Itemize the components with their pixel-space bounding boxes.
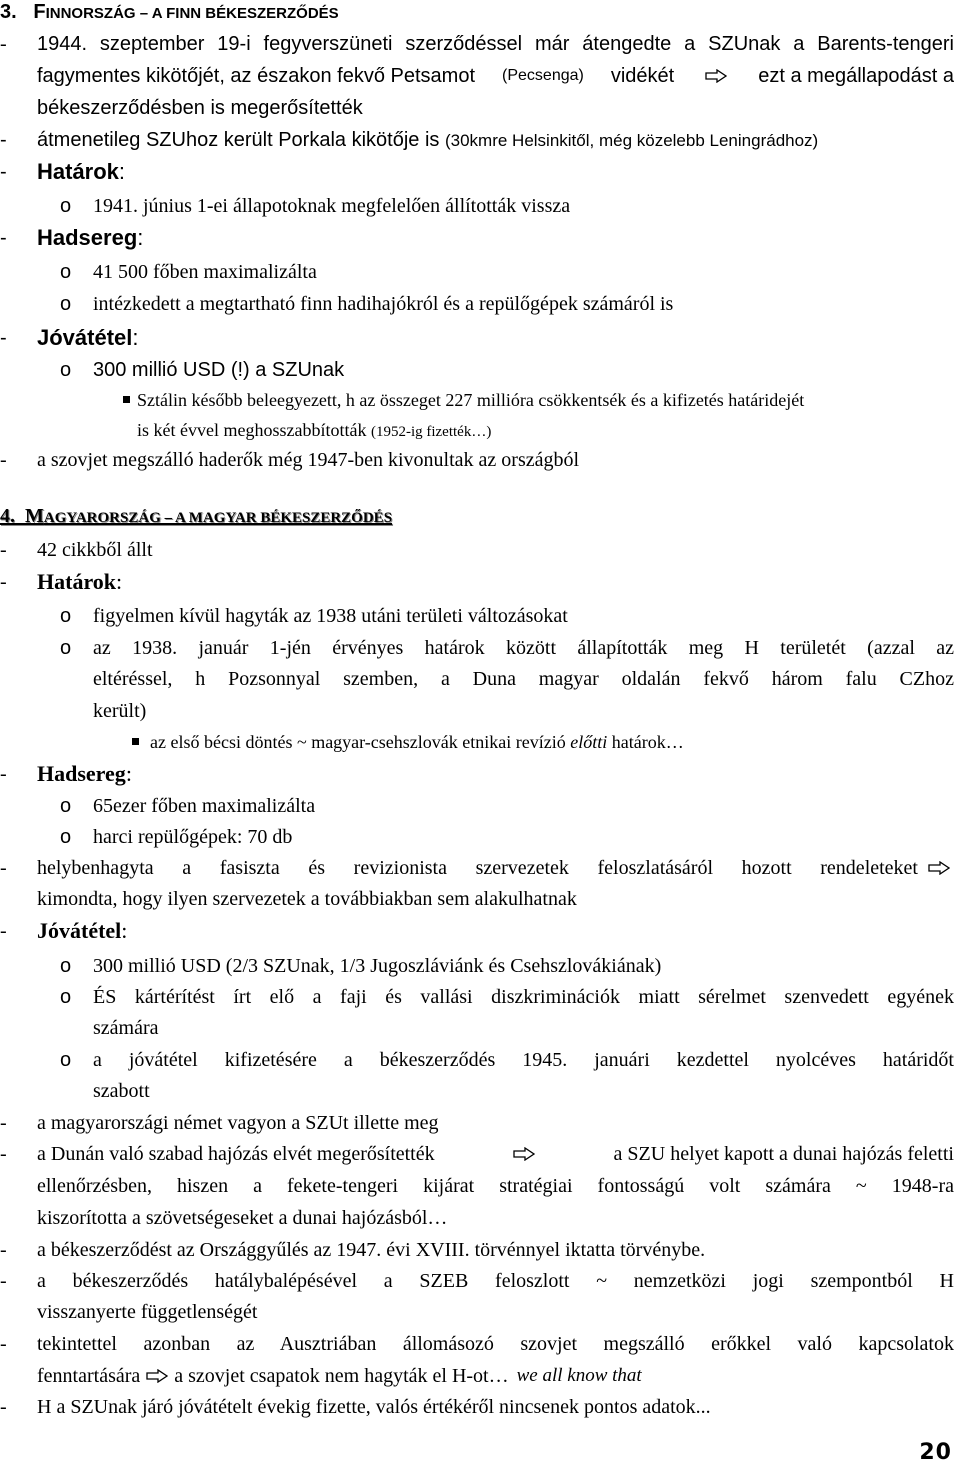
arrow-right-icon	[513, 1147, 535, 1161]
square-bullet-icon	[132, 738, 139, 745]
text: ÉS kártérítést írt elő a faji és vallási diszkriminációk miatt sérelmet szenvedett egyének	[93, 986, 954, 1008]
s3-line-2	[0, 60, 954, 92]
s3-last	[0, 444, 954, 476]
section-number: 4.	[0, 505, 15, 527]
text: 1941. június 1-ei állapotoknak megfelelően állították vissza	[93, 195, 571, 217]
heading-initial: M	[25, 505, 44, 527]
colon: :	[132, 325, 139, 350]
circle-bullet: o	[60, 955, 72, 977]
s3-hadsereg-item-1	[0, 256, 954, 288]
s4-nemet	[0, 1107, 954, 1139]
section-3-heading	[0, 0, 954, 28]
text: 1944. szeptember 19-i fegyverszüneti szerződéssel már átengedte a SZUnak a Barents-tengeri	[37, 33, 954, 55]
dash-marker: -	[0, 129, 7, 151]
s4-hadsereg-item-2	[0, 821, 954, 853]
text: került)	[93, 700, 147, 722]
s4-jovatetel-item-2	[0, 981, 954, 1013]
text: a szovjet csapatok nem hagyták el H-ot…	[174, 1365, 509, 1387]
text: helybenhagyta a fasiszta és revizionista szervezetek feloszlatásáról hozott rendeleteket	[37, 857, 918, 879]
text: az első bécsi döntés ~ magyar-csehszlovák etnikai revízió	[150, 732, 566, 752]
s4-jovatetel-item-2b	[0, 1012, 954, 1044]
s4-hatarok-sub	[0, 726, 954, 758]
s4-fasiszta-b	[0, 883, 954, 915]
s4-ausztria-b	[0, 1360, 954, 1392]
s3-jovatetel-sub-2	[0, 414, 954, 446]
dash-marker: -	[0, 227, 7, 249]
dash-marker: -	[0, 1239, 7, 1261]
page-number: 20	[919, 1440, 952, 1465]
text: vidékét	[610, 65, 675, 87]
text: tekintettel azonban az Ausztriában állomásozó szovjet megszálló erőkkel való kapcsolatok	[37, 1333, 954, 1355]
text: szabott	[93, 1080, 150, 1102]
dash-marker: -	[0, 1143, 7, 1165]
text: átmenetileg SZUhoz került Porkala kikötője is	[37, 129, 440, 151]
s4-hatarok-item-2b	[0, 663, 954, 695]
text: a békeszerződés hatálybalépésével a SZEB feloszlott ~ nemzetközi jogi szempontból H	[37, 1270, 954, 1292]
text: a SZU helyet kapott a dunai hajózás feletti	[613, 1143, 954, 1165]
s3-jovatetel-sub-1	[0, 384, 954, 416]
s4-ausztria	[0, 1328, 954, 1360]
text-small: (30kmre Helsinkitől, még közelebb Leningrádhoz)	[444, 131, 819, 150]
s4-hadsereg	[0, 758, 954, 790]
circle-bullet: o	[60, 826, 72, 848]
text: visszanyerte függetlenségét	[37, 1301, 258, 1323]
text: a Dunán való szabad hajózás elvét megerősítették	[37, 1143, 435, 1165]
colon: :	[137, 225, 144, 250]
s3-hatarok	[0, 156, 954, 188]
heading-smallcaps: AGYARORSZÁG – A MAGYAR BÉKESZERZŐDÉS	[43, 510, 393, 526]
dash-marker: -	[0, 1112, 7, 1134]
text: 300 millió USD (!) a SZUnak	[93, 359, 345, 381]
section-number: 3.	[0, 1, 17, 23]
text: Sztálin később beleegyezett, h az összeget 227 millióra csökkentsék és a kifizetés határidejét	[137, 390, 805, 410]
subheading: Határok	[37, 569, 117, 594]
subheading: Hadsereg	[37, 225, 138, 250]
text: 65ezer főben maximalizálta	[93, 795, 316, 817]
text: 41 500 főben maximalizálta	[93, 261, 317, 283]
arrow-right-icon	[705, 69, 727, 83]
text: is két évvel meghosszabbították	[137, 420, 367, 440]
heading-initial: F	[33, 1, 46, 23]
s4-fasiszta	[0, 852, 954, 884]
text: fenntartására	[37, 1365, 141, 1387]
circle-bullet: o	[60, 986, 72, 1008]
text: a jóvátétel kifizetésére a békeszerződés 1945. januári kezdettel nyolcéves határidőt	[93, 1049, 954, 1071]
text-italic: we all know that	[516, 1365, 642, 1386]
s3-hadsereg-item-2	[0, 288, 954, 320]
text: harci repülőgépek: 70 db	[93, 826, 293, 848]
dash-marker: -	[0, 1333, 7, 1355]
subheading: Hadsereg	[37, 761, 126, 786]
text-small: (1952-ig fizették…)	[370, 424, 492, 440]
square-bullet-icon	[123, 396, 130, 403]
subheading: Jóvátétel	[37, 325, 133, 350]
circle-bullet: o	[60, 637, 72, 659]
text-italic: előtti	[570, 732, 608, 752]
arrow-right-icon	[928, 861, 950, 875]
s4-hatarok-item-1	[0, 600, 954, 632]
circle-bullet: o	[60, 605, 72, 627]
colon: :	[121, 918, 128, 943]
s4-szeb	[0, 1265, 954, 1297]
colon: :	[125, 761, 132, 786]
s4-szu-jov	[0, 1391, 954, 1423]
colon: :	[118, 159, 126, 184]
s4-hadsereg-item-1	[0, 790, 954, 822]
text: kimondta, hogy ilyen szervezetek a továbbiakban sem alakulhatnak	[37, 888, 577, 910]
s4-duna-b	[0, 1170, 954, 1202]
s3-line-3	[0, 92, 954, 124]
dash-marker: -	[0, 857, 7, 879]
arrow-right-icon	[146, 1369, 168, 1383]
text: 42 cikkből állt	[37, 539, 153, 561]
s4-duna	[0, 1138, 954, 1170]
text: az 1938. január 1-jén érvényes határok között állapították meg H területét (azzal az	[93, 637, 954, 659]
text: 300 millió USD (2/3 SZUnak, 1/3 Jugoszláviánk és Csehszlovákiának)	[93, 955, 662, 977]
subheading: Határok	[37, 159, 119, 184]
dash-marker: -	[0, 327, 7, 349]
heading-smallcaps: INNORSZÁG – A FINN BÉKESZERZŐDÉS	[45, 5, 339, 22]
colon: :	[116, 569, 123, 594]
dash-marker: -	[0, 1396, 7, 1418]
s3-hatarok-item	[0, 190, 954, 222]
circle-bullet: o	[60, 195, 72, 217]
dash-marker: -	[0, 920, 7, 942]
s4-jovatetel	[0, 915, 954, 947]
text: ellenőrzésben, hiszen a fekete-tengeri kijárat stratégiai fontosságú volt számára ~ 1948-ra	[37, 1175, 954, 1197]
text: a szovjet megszálló haderők még 1947-ben kivonultak az országból	[37, 449, 580, 471]
dash-marker: -	[0, 161, 7, 183]
s4-line-1	[0, 534, 954, 566]
circle-bullet: o	[60, 1049, 72, 1071]
circle-bullet: o	[60, 261, 72, 283]
dash-marker: -	[0, 33, 7, 55]
s3-jovatetel-item	[0, 354, 954, 386]
text: eltéréssel, h Pozsonnyal szemben, a Duna magyar oldalán fekvő három falu CZhoz	[93, 668, 954, 690]
text: kiszorította a szövetségeseket a dunai hajózásból…	[37, 1207, 448, 1229]
section-4-heading	[0, 500, 954, 532]
s4-hatarok-item-2	[0, 632, 954, 664]
text: a magyarországi német vagyon a SZUt illette meg	[37, 1112, 439, 1134]
s4-szeb-b	[0, 1296, 954, 1328]
text: fagymentes kikötőjét, az északon fekvő Petsamot	[37, 65, 475, 87]
s4-duna-c	[0, 1202, 954, 1234]
s3-jovatetel	[0, 322, 954, 354]
s3-line-4	[0, 124, 954, 156]
subheading: Jóvátétel	[37, 918, 122, 943]
text-small: (Pecsenga)	[502, 67, 584, 84]
dash-marker: -	[0, 1270, 7, 1292]
circle-bullet: o	[60, 795, 72, 817]
s3-line-1	[0, 28, 954, 60]
dash-marker: -	[0, 449, 7, 471]
text: békeszerződésben is megerősítették	[37, 97, 363, 119]
text: figyelmen kívül hagyták az 1938 utáni területi változásokat	[93, 605, 568, 627]
text: H a SZUnak járó jóvátételt évekig fizette, valós értékéről nincsenek pontos adatok...	[37, 1396, 711, 1418]
s4-orszaggyules	[0, 1234, 954, 1266]
dash-marker: -	[0, 763, 7, 785]
s3-hadsereg	[0, 222, 954, 254]
circle-bullet: o	[60, 293, 72, 315]
text: intézkedett a megtartható finn hadihajókról és a repülőgépek számáról is	[93, 293, 674, 315]
s4-hatarok-item-2c	[0, 695, 954, 727]
dash-marker: -	[0, 539, 7, 561]
text: a békeszerződést az Országgyűlés az 1947. évi XVIII. törvénnyel iktatta törvénybe.	[37, 1239, 706, 1261]
text: ezt a megállapodást a	[758, 65, 954, 87]
text: számára	[93, 1017, 159, 1039]
s4-hatarok	[0, 566, 954, 598]
dash-marker: -	[0, 571, 7, 593]
s4-jovatetel-item-3	[0, 1044, 954, 1076]
s4-jovatetel-item-3b	[0, 1075, 954, 1107]
text: határok…	[611, 732, 684, 752]
s4-jovatetel-item-1	[0, 950, 954, 982]
circle-bullet: o	[60, 359, 72, 381]
